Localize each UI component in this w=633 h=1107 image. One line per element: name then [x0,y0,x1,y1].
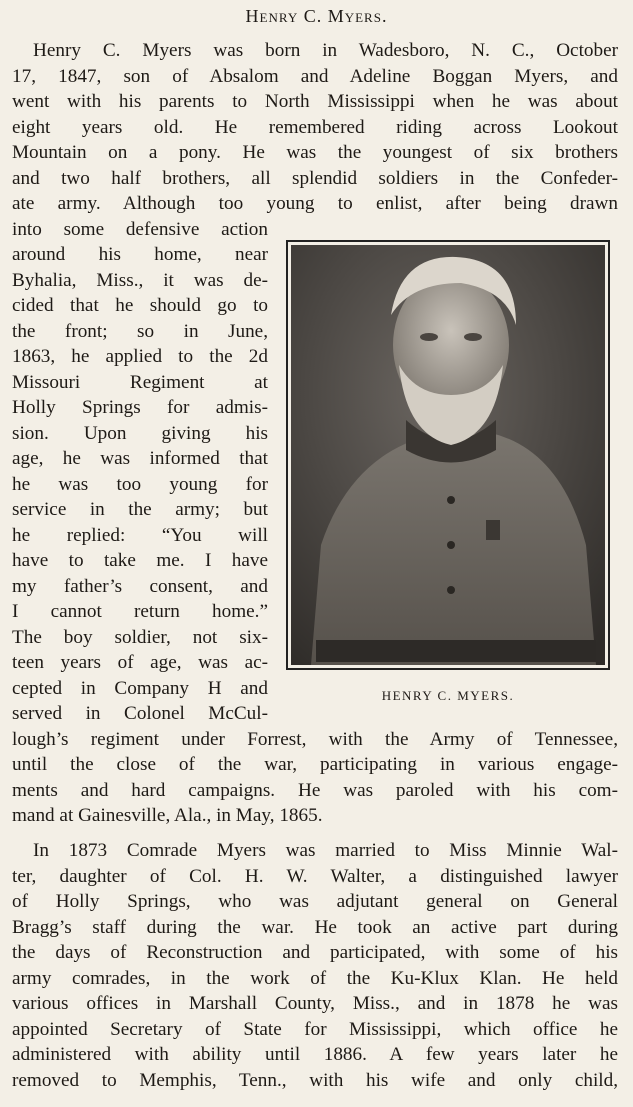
text-line: In 1873 Comrade Myers was married to Miss Minnie Wal- [33,840,618,861]
text-line: The boy soldier, not six- [12,627,268,648]
portrait-photo [286,240,610,670]
text-line: Henry C. Myers was born in Wadesboro, N. C., October [33,40,618,61]
text-line: sion. Upon giving his [12,423,268,444]
text-line: administered with ability until 1886. A few years later he [12,1044,618,1065]
text-line: service in the army; but [12,499,268,520]
text-line: the days of Reconstruction and participated, with some of his [12,942,618,963]
text-line: my father’s consent, and [12,576,268,597]
text-line: removed to Memphis, Tenn., with his wife and only child, [12,1070,618,1091]
text-line: went with his parents to North Mississippi when he was about [12,91,618,112]
text-line: cepted in Company H and [12,678,268,699]
text-line: into some defensive action [12,219,268,240]
text-line: 1863, he applied to the 2d [12,346,268,367]
text-line: age, he was informed that [12,448,268,469]
text-line: Missouri Regiment at [12,372,268,393]
text-line: until the close of the war, participating in various engage- [12,754,618,775]
text-line: Byhalia, Miss., it was de- [12,270,268,291]
text-line: appointed Secretary of State for Mississippi, which office he [12,1019,618,1040]
text-line: eight years old. He remembered riding across Lookout [12,117,618,138]
page-title: Henry C. Myers. [245,6,388,26]
text-line: I cannot return home.” [12,601,268,622]
portrait-image [291,245,605,665]
text-line: ter, daughter of Col. H. W. Walter, a distinguished lawyer [12,866,618,887]
text-line: served in Colonel McCul- [12,703,268,724]
text-line: various offices in Marshall County, Miss., and in 1878 he was [12,993,618,1014]
photo-caption: HENRY C. MYERS. [381,688,515,703]
text-line: Bragg’s staff during the war. He took an active part during [12,917,618,938]
text-line: Mountain on a pony. He was the youngest of six brothers [12,142,618,163]
text-line: and two half brothers, all splendid soldiers in the Confeder- [12,168,618,189]
text-line: have to take me. I have [12,550,268,571]
text-line: cided that he should go to [12,295,268,316]
text-line: army comrades, in the work of the Ku-Klux Klan. He held [12,968,618,989]
text-line: ate army. Although too young to enlist, after being drawn [12,193,618,214]
text-line: lough’s regiment under Forrest, with the Army of Tennessee, [12,729,618,750]
portrait-illustration [291,245,605,665]
text-line: 17, 1847, son of Absalom and Adeline Boggan Myers, and [12,66,618,87]
text-line: he replied: “You will [12,525,268,546]
text-line: mand at Gainesville, Ala., in May, 1865. [12,805,323,826]
text-line: he was too young for [12,474,268,495]
text-line: around his home, near [12,244,268,265]
text-line: Holly Springs for admis- [12,397,268,418]
text-line: the front; so in June, [12,321,268,342]
text-line: teen years of age, was ac- [12,652,268,673]
text-line: ments and hard campaigns. He was paroled with his com- [12,780,618,801]
text-line: of Holly Springs, who was adjutant general on General [12,891,618,912]
